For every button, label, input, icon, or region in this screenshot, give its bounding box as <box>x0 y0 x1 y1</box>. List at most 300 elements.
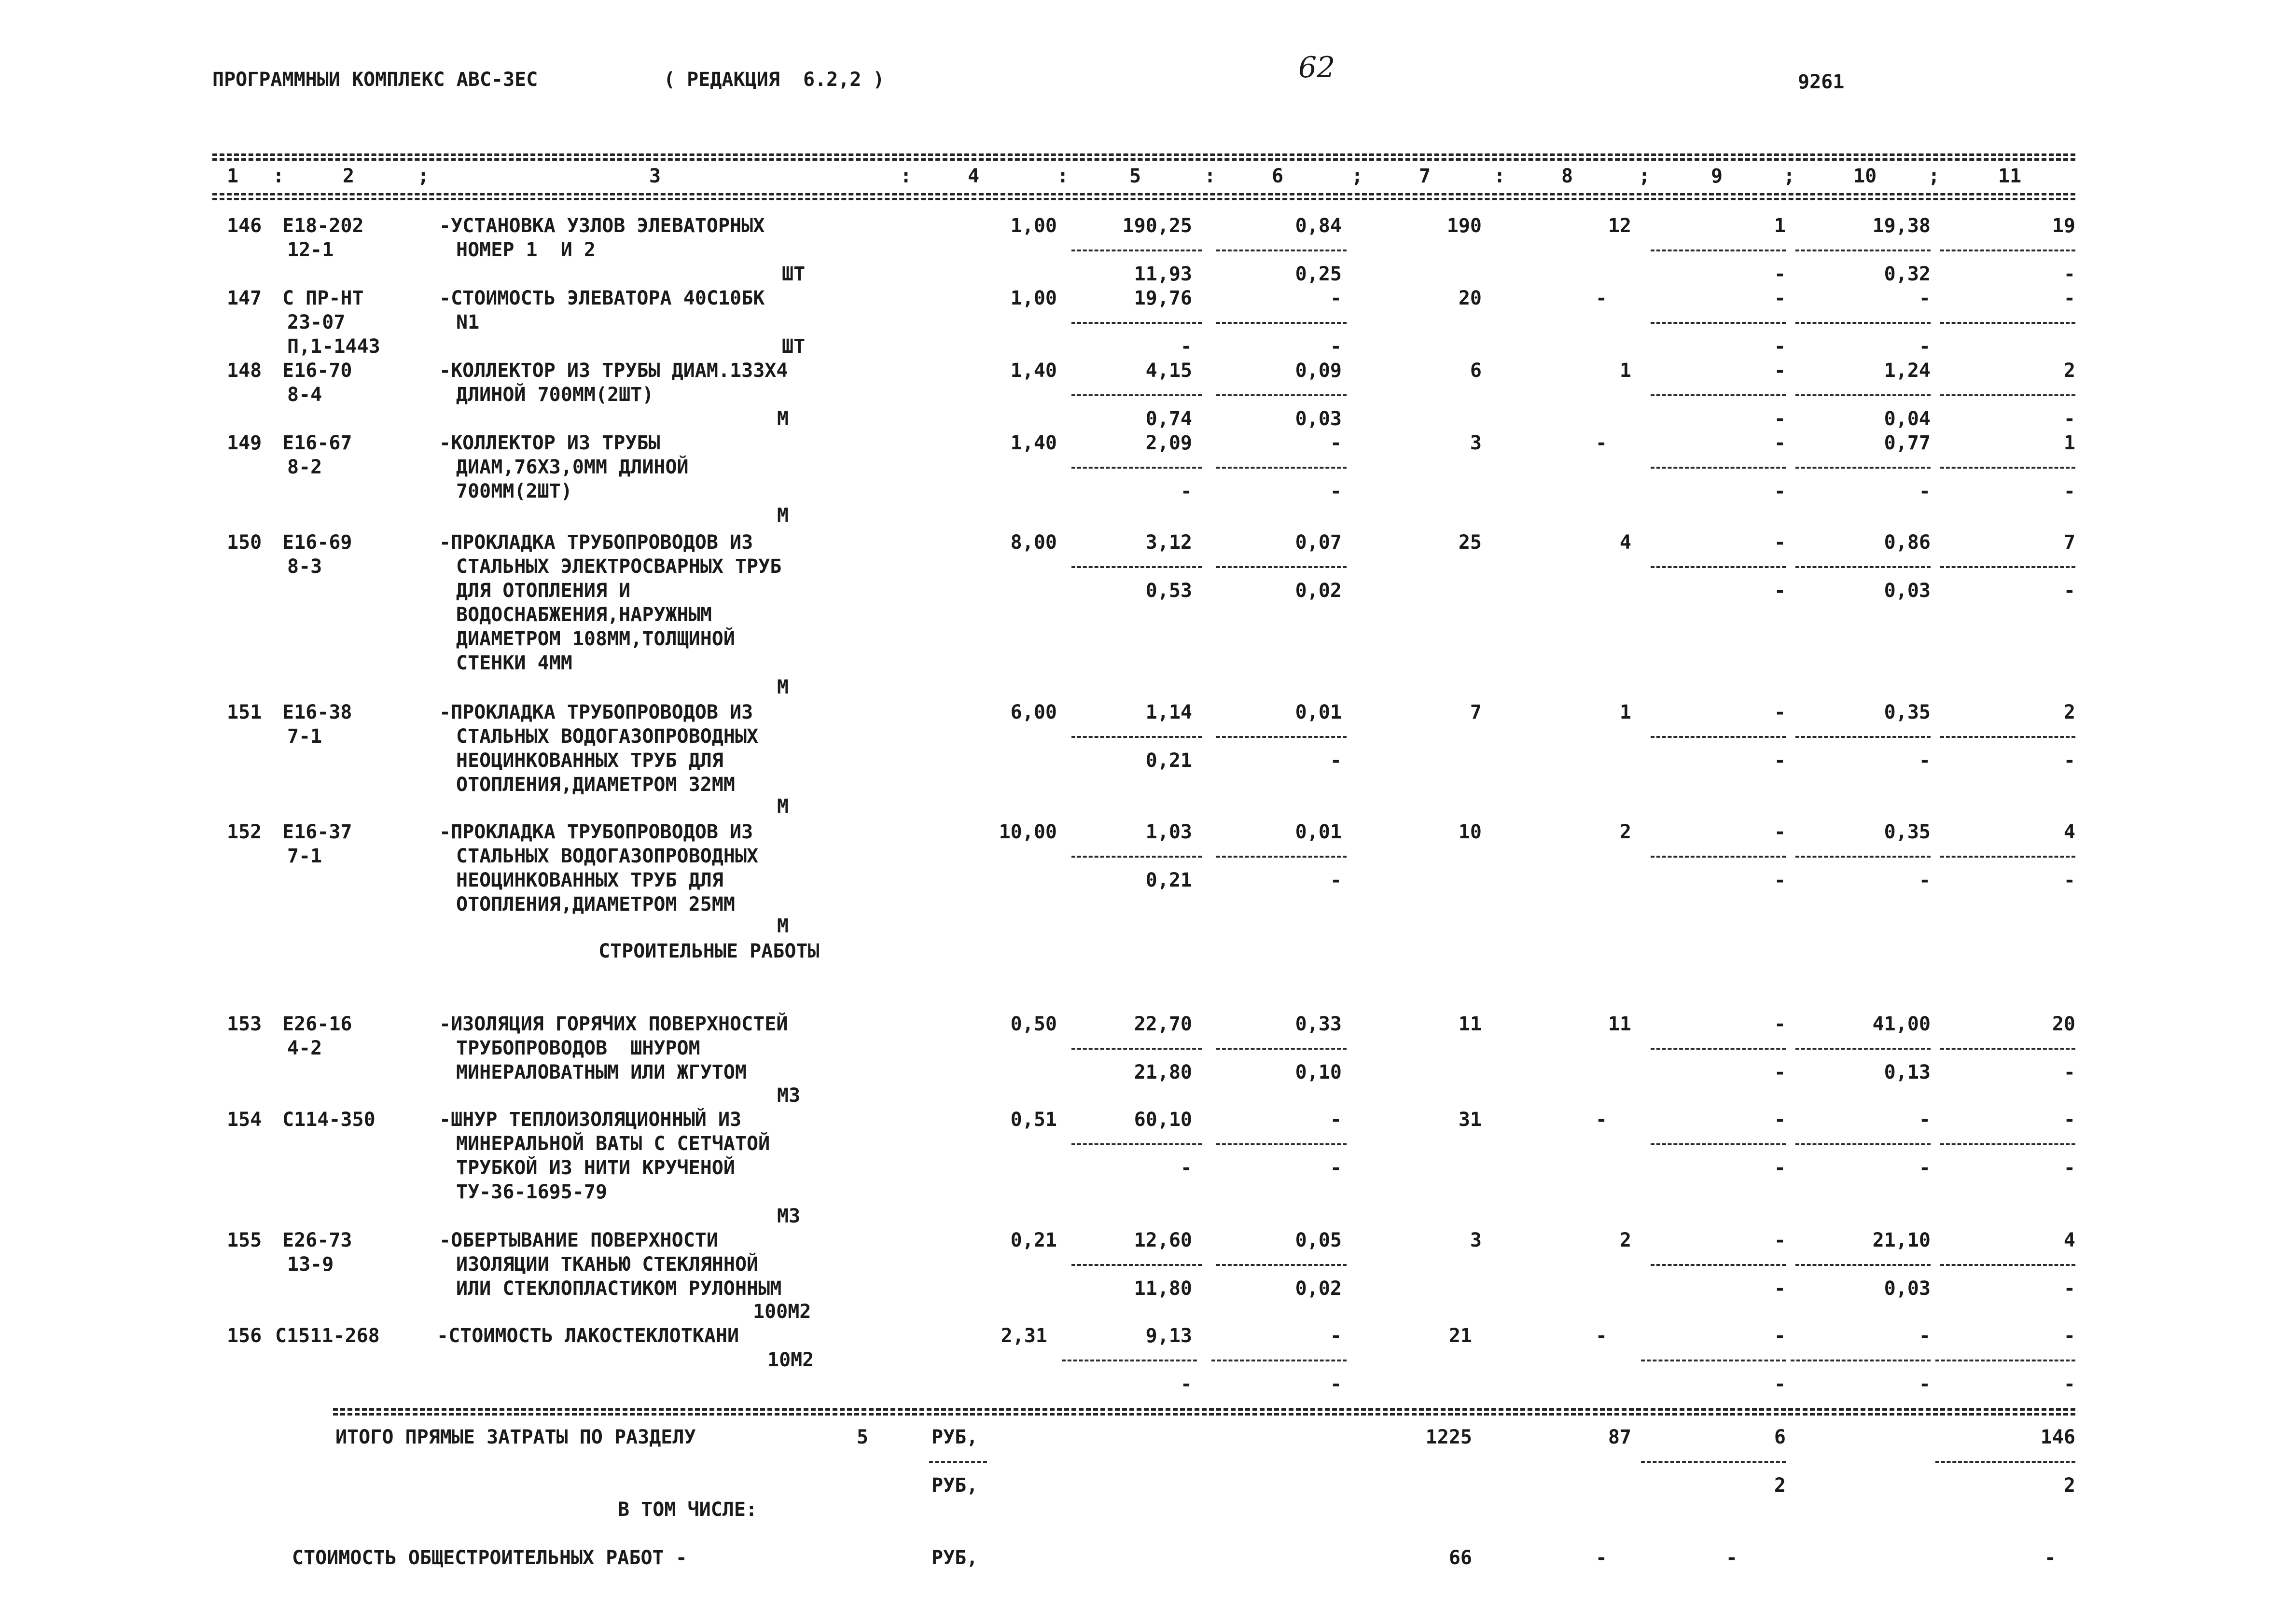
row-col9: - <box>1774 701 1786 723</box>
cell-rule <box>1071 322 1202 324</box>
row-quantity: 1,40 <box>1010 360 1057 382</box>
row-code: Е26-16 <box>282 1013 352 1035</box>
row-col6: 0,07 <box>1295 531 1342 554</box>
row-unit: 100М2 <box>753 1301 811 1323</box>
row-col6-sub: - <box>1330 1373 1342 1395</box>
row-col10: - <box>1919 287 1931 309</box>
general-works-label: СТОИМОСТЬ ОБЩЕСТРОИТЕЛЬНЫХ РАБОТ - <box>292 1547 687 1569</box>
cell-rule <box>1071 736 1202 738</box>
row-quantity: 0,21 <box>1010 1229 1057 1251</box>
cell-rule <box>1211 1360 1347 1361</box>
cell-rule <box>1940 322 2075 324</box>
row-code: Е16-38 <box>282 701 352 723</box>
row-unit-cost: 1,03 <box>1145 821 1192 843</box>
row-col11-sub: - <box>2063 1061 2075 1083</box>
row-number: 150 <box>227 531 262 554</box>
row-description: ВОДОСНАБЖЕНИЯ,НАРУЖНЫМ <box>456 604 712 626</box>
row-total: 3 <box>1470 432 1482 454</box>
row-description: НЕОЦИНКОВАННЫХ ТРУБ ДЛЯ <box>456 750 723 772</box>
row-code: Е16-69 <box>282 531 352 554</box>
row-unit: М <box>777 408 789 430</box>
col-sep: ; <box>1639 165 1651 187</box>
row-unit-cost-sub: 0,21 <box>1145 869 1192 891</box>
program-title: ПРОГРАММНЫИ КОМПЛЕКС АВС-3ЕС <box>212 69 538 91</box>
row-col11: 19 <box>2052 215 2075 237</box>
row-unit-cost: 2,09 <box>1145 432 1192 454</box>
row-unit-cost-sub: - <box>1180 1157 1192 1179</box>
cell-rule <box>1651 250 1786 251</box>
row-unit: М <box>777 504 789 527</box>
row-col6: - <box>1330 1109 1342 1131</box>
cell-rule <box>1651 856 1786 858</box>
row-col6-sub: 0,02 <box>1295 1277 1342 1300</box>
col-9: 9 <box>1711 165 1723 187</box>
general-works-col8: - <box>1595 1547 1607 1569</box>
row-description: -ШНУР ТЕПЛОИЗОЛЯЦИОННЫЙ ИЗ <box>439 1109 742 1131</box>
row-col10: 1,24 <box>1884 360 1931 382</box>
row-description: -ПРОКЛАДКА ТРУБОПРОВОДОВ ИЗ <box>439 531 753 554</box>
row-col10-sub: - <box>1919 750 1931 772</box>
row-col10-sub: 0,03 <box>1884 1277 1931 1300</box>
row-description: ДИАМ,76Х3,0ММ ДЛИНОЙ <box>456 456 689 478</box>
row-code: С ПР-НТ <box>282 287 364 309</box>
row-col10: - <box>1919 1325 1931 1347</box>
general-works-col9: - <box>1725 1547 1738 1569</box>
row-col9-sub: - <box>1774 1157 1786 1179</box>
totals-col8: 87 <box>1608 1426 1631 1448</box>
row-col6-sub: 0,10 <box>1295 1061 1342 1083</box>
row-number: 151 <box>227 701 262 723</box>
cell-rule <box>1791 1360 1931 1361</box>
row-col10-sub: - <box>1919 335 1931 358</box>
general-works-col7: 66 <box>1448 1547 1472 1569</box>
col-sep: ; <box>1928 165 1940 187</box>
cell-rule <box>1216 1264 1347 1266</box>
row-code: Е18-202 <box>282 215 364 237</box>
row-col9-sub: - <box>1774 580 1786 602</box>
row-quantity: 0,51 <box>1010 1109 1057 1131</box>
row-col6: - <box>1330 1325 1342 1347</box>
row-unit-cost-sub: 0,74 <box>1145 408 1192 430</box>
cell-rule <box>1216 736 1347 738</box>
row-unit: М3 <box>777 1205 801 1227</box>
cell-rule <box>1940 736 2075 738</box>
row-col9-sub: - <box>1774 869 1786 891</box>
row-description: -ПРОКЛАДКА ТРУБОПРОВОДОВ ИЗ <box>439 701 753 723</box>
row-description: МИНЕРАЛЬНОЙ ВАТЫ С СЕТЧАТОЙ <box>456 1133 770 1155</box>
cell-rule <box>1216 250 1347 251</box>
totals-col9: 6 <box>1774 1426 1786 1448</box>
row-number: 154 <box>227 1109 262 1131</box>
row-number: 152 <box>227 821 262 843</box>
cell-rule <box>1216 566 1347 568</box>
row-col6: 0,01 <box>1295 821 1342 843</box>
col-7: 7 <box>1419 165 1431 187</box>
row-col9: - <box>1774 1109 1786 1131</box>
cell-rule <box>1651 1264 1786 1266</box>
header-rule-top-2 <box>212 158 2075 161</box>
row-total: 3 <box>1470 1229 1482 1251</box>
cell-rule <box>1071 856 1202 858</box>
cell-rule <box>1651 322 1786 324</box>
totals-col7: 1225 <box>1425 1426 1472 1448</box>
row-col11: - <box>2063 1109 2075 1131</box>
row-col9: - <box>1774 1325 1786 1347</box>
col-sep: : <box>1204 165 1216 187</box>
row-col10: 0,35 <box>1884 701 1931 723</box>
cell-rule <box>1940 467 2075 469</box>
cell-rule <box>1795 1264 1931 1266</box>
row-col10-sub: - <box>1919 480 1931 502</box>
row-unit-cost-sub: 11,80 <box>1134 1277 1192 1300</box>
cell-rule <box>1935 1461 2075 1463</box>
cell-rule <box>1940 1048 2075 1050</box>
row-col9: - <box>1774 1013 1786 1035</box>
section-heading: СТРОИТЕЛЬНЫЕ РАБОТЫ <box>598 940 820 962</box>
row-unit-cost: 19,76 <box>1134 287 1192 309</box>
cell-rule <box>1651 394 1786 396</box>
cell-rule <box>1940 250 2075 251</box>
col-3: 3 <box>649 165 661 187</box>
row-col8: 1 <box>1619 360 1631 382</box>
col-11: 11 <box>1998 165 2022 187</box>
row-unit-cost: 22,70 <box>1134 1013 1192 1035</box>
row-unit-cost-sub: 0,21 <box>1145 750 1192 772</box>
cell-rule <box>1651 467 1786 469</box>
row-col6: 0,09 <box>1295 360 1342 382</box>
cell-rule <box>1940 394 2075 396</box>
row-quantity: 10,00 <box>999 821 1057 843</box>
row-col8: - <box>1595 287 1607 309</box>
row-col9-sub: - <box>1774 1061 1786 1083</box>
row-description: СТАЛЬНЫХ ВОДОГАЗОПРОВОДНЫХ <box>456 845 759 867</box>
row-col9-sub: - <box>1774 480 1786 502</box>
row-quantity: 1,00 <box>1010 215 1057 237</box>
cell-rule <box>1216 856 1347 858</box>
row-unit: М <box>777 676 789 698</box>
cell-rule <box>1940 856 2075 858</box>
row-unit-cost: 12,60 <box>1134 1229 1192 1251</box>
row-col6-sub: 0,03 <box>1295 408 1342 430</box>
row-description: -УСТАНОВКА УЗЛОВ ЭЛЕВАТОРНЫХ <box>439 215 765 237</box>
row-col6-sub: - <box>1330 750 1342 772</box>
cell-rule <box>1216 1048 1347 1050</box>
row-col11-sub: - <box>2063 869 2075 891</box>
cell-rule <box>1651 1048 1786 1050</box>
row-col6-sub: - <box>1330 335 1342 358</box>
row-col10-sub: 0,03 <box>1884 580 1931 602</box>
row-col10: - <box>1919 1109 1931 1131</box>
row-unit: ШТ <box>782 263 806 285</box>
row-col6: 0,84 <box>1295 215 1342 237</box>
row-col9: - <box>1774 531 1786 554</box>
row-unit-cost: 1,14 <box>1145 701 1192 723</box>
row-description: ДИАМЕТРОМ 108ММ,ТОЛЩИНОЙ <box>456 628 735 650</box>
row-quantity: 1,00 <box>1010 287 1057 309</box>
row-number: 156 <box>227 1325 262 1347</box>
row-col11-sub: - <box>2063 1157 2075 1179</box>
cell-rule <box>1216 467 1347 469</box>
row-col8: - <box>1595 432 1607 454</box>
cell-rule <box>1795 566 1931 568</box>
row-col11-sub: - <box>2063 263 2075 285</box>
row-col11-sub: - <box>2063 480 2075 502</box>
row-total: 190 <box>1446 215 1482 237</box>
row-number: 155 <box>227 1229 262 1251</box>
row-col8: 12 <box>1608 215 1631 237</box>
totals-label: ИТОГО ПРЯМЫЕ ЗАТРАТЫ ПО РАЗДЕЛУ <box>335 1426 696 1448</box>
row-description: -ОБЕРТЫВАНИЕ ПОВЕРХНОСТИ <box>439 1229 718 1251</box>
row-code-line3: П,1-1443 <box>287 335 380 358</box>
row-col11-sub: - <box>2063 1277 2075 1300</box>
row-col11-sub: - <box>2063 408 2075 430</box>
row-col9-sub: - <box>1774 408 1786 430</box>
row-unit-cost: 4,15 <box>1145 360 1192 382</box>
cell-rule <box>1795 736 1931 738</box>
row-description: ИЛИ СТЕКЛОПЛАСТИКОМ РУЛОННЫМ <box>456 1277 782 1300</box>
row-col10-sub: 0,04 <box>1884 408 1931 430</box>
cell-rule <box>1641 1360 1786 1361</box>
cell-rule <box>1071 1264 1202 1266</box>
row-description: СТАЛЬНЫХ ВОДОГАЗОПРОВОДНЫХ <box>456 725 759 748</box>
row-quantity: 0,50 <box>1010 1013 1057 1035</box>
row-col10: 0,77 <box>1884 432 1931 454</box>
cell-rule <box>1216 394 1347 396</box>
row-code-line2: 8-2 <box>287 456 322 478</box>
row-unit-cost: 3,12 <box>1145 531 1192 554</box>
cell-rule <box>1216 1143 1347 1145</box>
row-unit: ШТ <box>782 335 806 358</box>
row-col6: 0,33 <box>1295 1013 1342 1035</box>
row-number: 149 <box>227 432 262 454</box>
row-description: -СТОИМОСТЬ ЛАКОСТЕКЛОТКАНИ <box>437 1325 739 1347</box>
row-unit-cost-sub: 21,80 <box>1134 1061 1192 1083</box>
row-number: 153 <box>227 1013 262 1035</box>
row-number: 148 <box>227 360 262 382</box>
row-col6: 0,05 <box>1295 1229 1342 1251</box>
cell-rule <box>1062 1360 1197 1361</box>
row-col9: - <box>1774 1229 1786 1251</box>
row-total: 25 <box>1458 531 1482 554</box>
row-col10-sub: - <box>1919 1157 1931 1179</box>
row-total: 6 <box>1470 360 1482 382</box>
col-sep: ; <box>1351 165 1363 187</box>
totals-col11: 146 <box>2040 1426 2075 1448</box>
row-col10-sub: - <box>1919 869 1931 891</box>
row-unit: М3 <box>777 1084 801 1107</box>
row-col10: 19,38 <box>1872 215 1931 237</box>
row-quantity: 1,40 <box>1010 432 1057 454</box>
row-col8: 1 <box>1619 701 1631 723</box>
row-code: Е16-67 <box>282 432 352 454</box>
row-col8: - <box>1595 1325 1607 1347</box>
page-number: 62 <box>1298 51 1335 84</box>
row-unit-cost: 9,13 <box>1145 1325 1192 1347</box>
row-col6: 0,01 <box>1295 701 1342 723</box>
row-col6-sub: - <box>1330 1157 1342 1179</box>
cell-rule <box>929 1461 987 1463</box>
row-col10-sub: - <box>1919 1373 1931 1395</box>
row-code-line2: 23-07 <box>287 311 346 333</box>
row-total: 10 <box>1458 821 1482 843</box>
cell-rule <box>1940 1143 2075 1145</box>
cell-rule <box>1795 1048 1931 1050</box>
row-code-line2: 12-1 <box>287 239 334 261</box>
row-description: МИНЕРАЛОВАТНЫМ ИЛИ ЖГУТОМ <box>456 1061 747 1083</box>
row-number: 147 <box>227 287 262 309</box>
row-code-line2: 8-3 <box>287 555 322 578</box>
row-col9: - <box>1774 287 1786 309</box>
row-description: ТРУБКОЙ ИЗ НИТИ КРУЧЕНОЙ <box>456 1157 735 1179</box>
row-description: ДЛИНОЙ 700ММ(2ШТ) <box>456 384 654 406</box>
row-unit-cost-sub: 0,53 <box>1145 580 1192 602</box>
col-sep: ; <box>417 165 430 187</box>
row-code: С1511-268 <box>275 1325 380 1347</box>
col-sep: ; <box>1783 165 1795 187</box>
row-description: СТЕНКИ 4ММ <box>456 652 572 674</box>
row-description: 700ММ(2ШТ) <box>456 480 572 502</box>
totals-currency-2: РУБ, <box>931 1474 978 1497</box>
totals-col9-sub: 2 <box>1774 1474 1786 1497</box>
totals-rule <box>333 1408 2075 1411</box>
row-description: N1 <box>456 311 480 333</box>
row-unit-cost: 190,25 <box>1122 215 1192 237</box>
row-total: 31 <box>1458 1109 1482 1131</box>
col-sep: : <box>900 165 912 187</box>
row-col9-sub: - <box>1774 263 1786 285</box>
row-col11: - <box>2063 287 2075 309</box>
row-unit: 10М2 <box>767 1349 814 1371</box>
general-works-col11: - <box>2044 1547 2056 1569</box>
cell-rule <box>1935 1360 2075 1361</box>
row-description: ОТОПЛЕНИЯ,ДИАМЕТРОМ 25ММ <box>456 893 735 916</box>
row-col6: - <box>1330 432 1342 454</box>
cell-rule <box>1071 250 1202 251</box>
header-rule-top <box>212 153 2075 156</box>
row-code: С114-350 <box>282 1109 375 1131</box>
row-description: ОТОПЛЕНИЯ,ДИАМЕТРОМ 32ММ <box>456 774 735 796</box>
row-col11-sub: - <box>2063 580 2075 602</box>
row-unit-cost: 60,10 <box>1134 1109 1192 1131</box>
col-1: 1 <box>227 165 239 187</box>
totals-rule-2 <box>333 1413 2075 1416</box>
row-col6-sub: - <box>1330 480 1342 502</box>
document-number: 9261 <box>1798 71 1845 93</box>
cell-rule <box>1071 1143 1202 1145</box>
row-total: 7 <box>1470 701 1482 723</box>
row-col9-sub: - <box>1774 1373 1786 1395</box>
cell-rule <box>1795 322 1931 324</box>
cell-rule <box>1795 467 1931 469</box>
totals-section: 5 <box>857 1426 869 1448</box>
cell-rule <box>1795 1143 1931 1145</box>
cell-rule <box>1795 856 1931 858</box>
row-col9-sub: - <box>1774 1277 1786 1300</box>
row-col11: 4 <box>2063 821 2075 843</box>
row-col9-sub: - <box>1774 335 1786 358</box>
row-code-line2: 7-1 <box>287 725 322 748</box>
row-description: -СТОИМОСТЬ ЭЛЕВАТОРА 40С10БК <box>439 287 765 309</box>
row-description: ДЛЯ ОТОПЛЕНИЯ И <box>456 580 631 602</box>
row-total: 21 <box>1448 1325 1472 1347</box>
row-col8: - <box>1595 1109 1607 1131</box>
row-code: Е16-37 <box>282 821 352 843</box>
edition-label: ( РЕДАКЦИЯ 6.2,2 ) <box>664 69 885 91</box>
row-col8: 4 <box>1619 531 1631 554</box>
row-col11: 7 <box>2063 531 2075 554</box>
totals-currency: РУБ, <box>931 1426 978 1448</box>
row-col8: 2 <box>1619 821 1631 843</box>
row-total: 11 <box>1458 1013 1482 1035</box>
row-total: 20 <box>1458 287 1482 309</box>
row-col6-sub: 0,02 <box>1295 580 1342 602</box>
row-description: -ПРОКЛАДКА ТРУБОПРОВОДОВ ИЗ <box>439 821 753 843</box>
row-description: -ИЗОЛЯЦИЯ ГОРЯЧИХ ПОВЕРХНОСТЕЙ <box>439 1013 788 1035</box>
row-quantity: 2,31 <box>1001 1325 1047 1347</box>
row-code-line2: 13-9 <box>287 1253 334 1276</box>
row-col9: - <box>1774 360 1786 382</box>
row-col11: 20 <box>2052 1013 2075 1035</box>
row-description: -КОЛЛЕКТОР ИЗ ТРУБЫ ДИАМ.133Х4 <box>439 360 788 382</box>
row-col10: 41,00 <box>1872 1013 1931 1035</box>
col-sep: : <box>1494 165 1506 187</box>
row-col11: 4 <box>2063 1229 2075 1251</box>
col-6: 6 <box>1272 165 1284 187</box>
row-col10: 21,10 <box>1872 1229 1931 1251</box>
row-description: НОМЕР 1 И 2 <box>456 239 596 261</box>
totals-col11-sub: 2 <box>2063 1474 2075 1497</box>
row-quantity: 6,00 <box>1010 701 1057 723</box>
row-quantity: 8,00 <box>1010 531 1057 554</box>
cell-rule <box>1651 566 1786 568</box>
row-col9: 1 <box>1774 215 1786 237</box>
col-sep: : <box>273 165 285 187</box>
cell-rule <box>1071 394 1202 396</box>
cell-rule <box>1940 566 2075 568</box>
row-unit-cost-sub: - <box>1180 335 1192 358</box>
row-description: СТАЛЬНЫХ ЭЛЕКТРОСВАРНЫХ ТРУБ <box>456 555 782 578</box>
row-col8: 2 <box>1619 1229 1631 1251</box>
row-col6: - <box>1330 287 1342 309</box>
header-rule-bottom <box>212 193 2075 195</box>
row-col11-sub: - <box>2063 1373 2075 1395</box>
row-col11-sub: - <box>2063 750 2075 772</box>
cell-rule <box>1795 250 1931 251</box>
row-col10: 0,86 <box>1884 531 1931 554</box>
col-5: 5 <box>1129 165 1141 187</box>
row-col6-sub: 0,25 <box>1295 263 1342 285</box>
cell-rule <box>1071 467 1202 469</box>
row-description: ТРУБОПРОВОДОВ ШНУРОМ <box>456 1037 700 1059</box>
col-2: 2 <box>343 165 355 187</box>
including-label: В ТОМ ЧИСЛЕ: <box>618 1499 757 1521</box>
row-number: 146 <box>227 215 262 237</box>
row-code: Е26-73 <box>282 1229 352 1251</box>
header-rule-bottom-2 <box>212 198 2075 200</box>
cell-rule <box>1641 1461 1786 1463</box>
row-col10-sub: 0,32 <box>1884 263 1931 285</box>
row-col11: - <box>2063 1325 2075 1347</box>
cell-rule <box>1071 1048 1202 1050</box>
row-unit-cost-sub: - <box>1180 1373 1192 1395</box>
col-4: 4 <box>968 165 980 187</box>
row-col10-sub: 0,13 <box>1884 1061 1931 1083</box>
row-code: Е16-70 <box>282 360 352 382</box>
row-description: ИЗОЛЯЦИИ ТКАНЬЮ СТЕКЛЯННОЙ <box>456 1253 759 1276</box>
cell-rule <box>1216 322 1347 324</box>
row-unit-cost-sub: - <box>1180 480 1192 502</box>
row-col11: 2 <box>2063 360 2075 382</box>
